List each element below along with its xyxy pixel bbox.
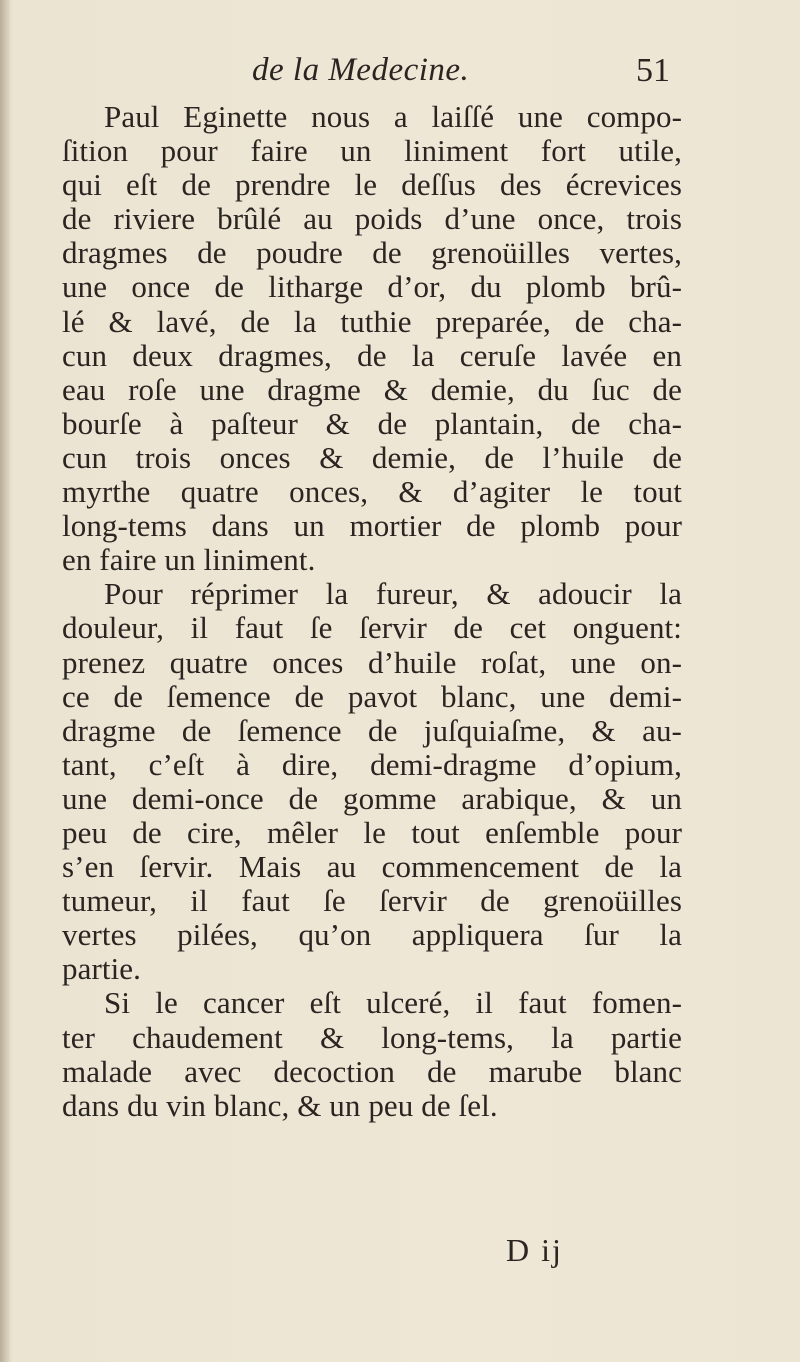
text-line: eau roſe une dragme & demie, du ſuc de [62, 371, 682, 407]
text-line: en faire un liniment. [62, 542, 316, 578]
text-line: tumeur, il faut ſe ſervir de grenoüilles [62, 883, 682, 919]
text-line: long-tems dans un mortier de plomb pour [62, 508, 682, 544]
page-number: 51 [636, 52, 670, 89]
paragraph [62, 100, 682, 577]
text-line: une once de litharge d’or, du plomb brû- [62, 269, 682, 305]
signature-mark: D ij [506, 1232, 563, 1268]
text-line: ter chaudement & long-tems, la partie [62, 1019, 682, 1055]
text-line: cun deux dragmes, de la ceruſe lavée en [62, 337, 682, 373]
text-line: bourſe à paſteur & de plantain, de cha- [62, 405, 682, 441]
text-line: ce de ſemence de pavot blanc, une demi- [62, 678, 682, 714]
text-line: cun trois onces & demie, de l’huile de [62, 439, 682, 475]
text-line: douleur, il faut ſe ſervir de cet onguent: [62, 610, 682, 646]
text-line: prenez quatre onces d’huile roſat, une on- [62, 644, 682, 680]
text-line: lé & lavé, de la tuthie preparée, de cha- [62, 303, 682, 339]
text-line: malade avec decoction de marube blanc [62, 1053, 682, 1089]
body-text [62, 100, 682, 1123]
page-header [0, 52, 800, 102]
text-line: tant, c’eſt à dire, demi-dragme d’opium, [62, 746, 682, 782]
text-line: dragmes de poudre de grenoüilles vertes, [62, 235, 682, 271]
text-line: ſition pour faire un liniment fort utile, [62, 133, 682, 169]
text-line: de riviere brûlé au poids d’une once, trois [62, 201, 682, 237]
text-line: une demi-once de gomme arabique, & un [62, 780, 682, 816]
text-line: qui eſt de prendre le deſſus des écrevices [62, 167, 682, 203]
text-line: Pour réprimer la fureur, & adoucir la [104, 576, 682, 612]
text-line: partie. [62, 951, 142, 987]
running-title: de la Medecine. [252, 52, 470, 88]
text-line: dragme de ſemence de juſquiaſme, & au- [62, 712, 682, 748]
text-line: vertes pilées, qu’on appliquera ſur la [62, 917, 682, 953]
text-line: s’en ſervir. Mais au commencement de la [62, 849, 682, 885]
paragraph [62, 986, 682, 1122]
text-line: myrthe quatre onces, & d’agiter le tout [62, 474, 682, 510]
page-gutter-shadow [0, 0, 10, 1362]
text-line: dans du vin blanc, & un peu de ſel. [62, 1087, 498, 1123]
paragraph [62, 577, 682, 986]
text-line: Si le cancer eſt ulceré, il faut fomen- [104, 985, 682, 1021]
text-line: peu de cire, mêler le tout enſemble pour [62, 814, 682, 850]
text-line: Paul Eginette nous a laiſſé une compo- [104, 99, 682, 134]
